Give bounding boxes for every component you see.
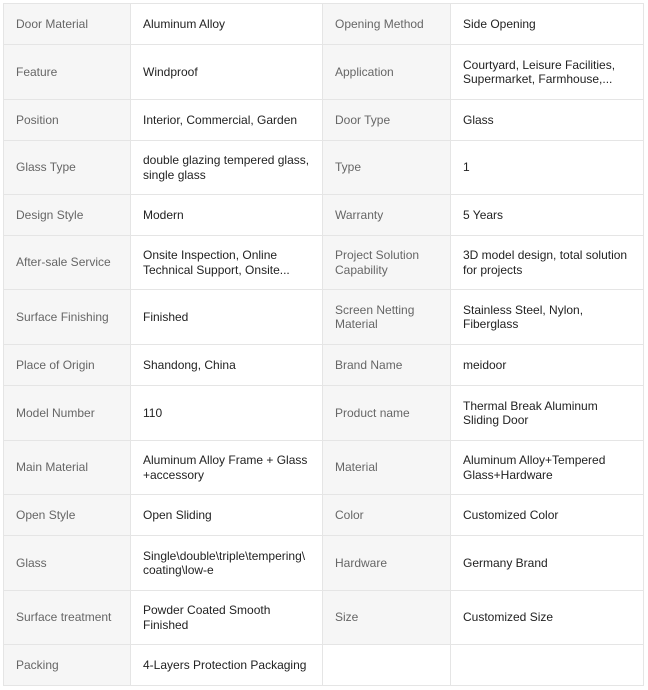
spec-label: Brand Name — [323, 345, 451, 386]
spec-row — [4, 345, 644, 386]
spec-label: Door Type — [323, 100, 451, 141]
spec-value — [451, 591, 644, 645]
spec-label: Place of Origin — [4, 345, 131, 386]
spec-value-text: Onsite Inspection, Online Technical Support, Onsite... — [143, 248, 290, 277]
spec-value-text: Open Sliding — [143, 507, 212, 522]
spec-label: Surface treatment — [4, 591, 131, 645]
spec-row — [4, 100, 644, 141]
spec-label: Door Material — [4, 4, 131, 45]
spec-value — [131, 141, 323, 195]
spec-value-text: Windproof — [143, 64, 198, 79]
spec-value — [131, 290, 323, 345]
spec-value — [451, 345, 644, 386]
spec-value-text: Stainless Steel, Nylon, Fiberglass — [463, 302, 584, 331]
spec-value-text: 5 Years — [463, 207, 504, 222]
spec-label: Glass Type — [4, 141, 131, 195]
spec-value — [451, 495, 644, 536]
spec-label: Feature — [4, 45, 131, 100]
spec-label: Size — [323, 591, 451, 645]
spec-row — [4, 141, 644, 195]
spec-value-text: Aluminum Alloy Frame + Glass +accessory — [143, 453, 308, 482]
spec-label: Hardware — [323, 536, 451, 591]
spec-value — [131, 236, 323, 290]
spec-value-text: Side Opening — [463, 16, 536, 31]
spec-value — [131, 645, 323, 686]
spec-label: After-sale Service — [4, 236, 131, 290]
spec-value-text: 4-Layers Protection Packaging — [143, 657, 307, 672]
spec-value — [451, 441, 644, 495]
spec-label: Position — [4, 100, 131, 141]
spec-value-text: Courtyard, Leisure Facilities, Supermarket, Farmhouse,... — [463, 57, 616, 86]
spec-row — [4, 591, 644, 645]
spec-value-text: meidoor — [463, 357, 507, 372]
spec-value-text: Modern — [143, 207, 184, 222]
spec-value-text: Thermal Break Aluminum Sliding Door — [463, 398, 598, 427]
spec-value-text: 110 — [143, 405, 163, 420]
spec-row — [4, 386, 644, 441]
spec-label: Packing — [4, 645, 131, 686]
spec-value — [131, 195, 323, 236]
spec-value — [451, 45, 644, 100]
spec-value — [131, 591, 323, 645]
spec-value — [131, 536, 323, 591]
spec-value — [131, 495, 323, 536]
spec-label: Material — [323, 441, 451, 495]
spec-row — [4, 290, 644, 345]
spec-value-text: 3D model design, total solution for projects — [463, 248, 628, 277]
spec-row — [4, 536, 644, 591]
spec-value-text: Powder Coated Smooth Finished — [143, 603, 271, 632]
spec-value — [131, 100, 323, 141]
spec-value — [451, 100, 644, 141]
spec-label: Open Style — [4, 495, 131, 536]
spec-table-body — [4, 4, 644, 686]
spec-value-text: double glazing tempered glass, single glass — [143, 153, 310, 182]
spec-value-text: Glass — [463, 112, 494, 127]
spec-row — [4, 495, 644, 536]
product-spec-table — [3, 3, 644, 686]
spec-value-text: Aluminum Alloy — [143, 16, 226, 31]
spec-label: Model Number — [4, 386, 131, 441]
spec-value — [451, 4, 644, 45]
spec-value — [451, 386, 644, 441]
spec-value — [451, 195, 644, 236]
spec-value — [451, 236, 644, 290]
spec-value-text: Finished — [143, 309, 189, 324]
spec-value-text: 1 — [463, 160, 470, 175]
spec-value — [451, 141, 644, 195]
spec-row — [4, 645, 644, 686]
spec-value-text: Germany Brand — [463, 555, 548, 570]
spec-value-text: Aluminum Alloy+Tempered Glass+Hardware — [463, 453, 606, 482]
spec-row — [4, 195, 644, 236]
spec-row — [4, 45, 644, 100]
spec-label: Project Solution Capability — [323, 236, 451, 290]
spec-label: Type — [323, 141, 451, 195]
spec-empty-label — [323, 645, 451, 686]
spec-row — [4, 236, 644, 290]
spec-value-text: Interior, Commercial, Garden — [143, 112, 298, 127]
spec-value — [131, 4, 323, 45]
spec-label: Product name — [323, 386, 451, 441]
spec-label: Design Style — [4, 195, 131, 236]
spec-label: Opening Method — [323, 4, 451, 45]
spec-label: Screen Netting Material — [323, 290, 451, 345]
spec-value-text: Single\double\triple\tempering\ coating\low-e — [143, 548, 306, 577]
spec-value — [131, 345, 323, 386]
spec-value-text: Customized Size — [463, 610, 554, 625]
spec-label: Glass — [4, 536, 131, 591]
spec-value-text: Customized Color — [463, 507, 559, 522]
spec-value — [451, 290, 644, 345]
spec-label: Warranty — [323, 195, 451, 236]
spec-label: Surface Finishing — [4, 290, 131, 345]
spec-value — [131, 441, 323, 495]
spec-empty-value — [451, 645, 644, 686]
spec-value — [131, 45, 323, 100]
spec-value — [131, 386, 323, 441]
spec-row — [4, 441, 644, 495]
spec-value-text: Shandong, China — [143, 357, 236, 372]
spec-row — [4, 4, 644, 45]
spec-label: Main Material — [4, 441, 131, 495]
spec-label: Application — [323, 45, 451, 100]
spec-value — [451, 536, 644, 591]
spec-label: Color — [323, 495, 451, 536]
